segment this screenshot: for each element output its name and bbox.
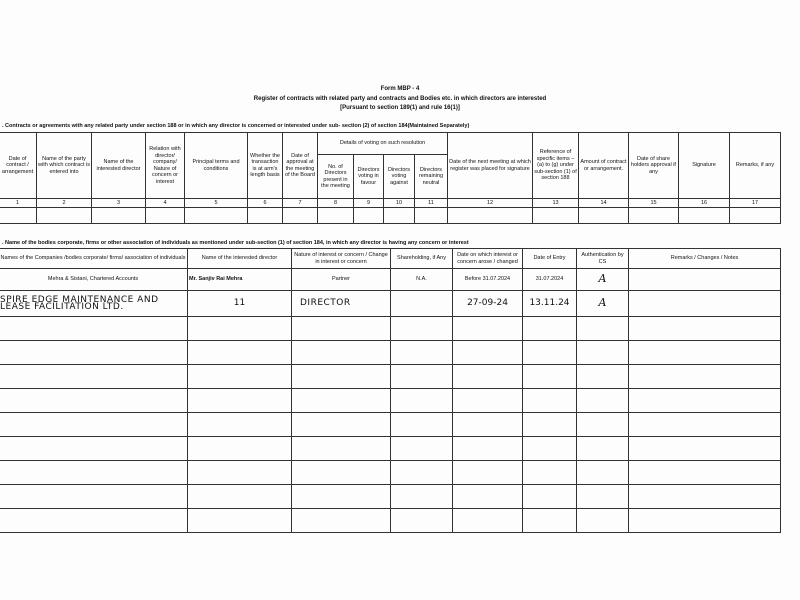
col-voting-favour: Directors voting in favour <box>354 155 384 199</box>
col-interested-director: Name of the interested director <box>188 249 292 269</box>
pursuant-note: [Pursuant to section 189(1) and rule 16(1)] <box>340 105 460 111</box>
col-signature: Signature <box>679 133 730 199</box>
bodies-corporate-table <box>0 248 781 533</box>
col-board-approval-date: Date of approval at the meeting of the Board <box>283 133 318 199</box>
date-of-entry: 31.07.2024 <box>523 269 577 291</box>
table-row <box>0 365 781 389</box>
table-row <box>0 341 781 365</box>
col-nature-of-interest: Nature of interest or concern / Change in interest or concern <box>292 249 391 269</box>
column-number: 7 <box>283 199 318 208</box>
column-number: 13 <box>533 199 579 208</box>
column-number: 12 <box>448 199 533 208</box>
col-date-of-contract: Date of contract / arrangement <box>0 133 37 199</box>
date-arose: Before 31.07.2024 <box>453 269 523 291</box>
table-row <box>0 269 781 291</box>
cs-signature: A <box>577 269 629 291</box>
column-number: 11 <box>415 199 448 208</box>
col-date-of-entry: Date of Entry <box>523 249 577 269</box>
col-date-arose: Date on which interest or concern arose / changed <box>453 249 523 269</box>
part2-heading: . Name of the bodies corporate, firms or other association of individuals as mentioned under sub-section (1) of section 184, in which any director is having any concern or interest <box>2 240 469 246</box>
col-relation: Relation with director/ company/ Nature of concern or interest <box>146 133 185 199</box>
director-name: 11 <box>188 291 292 317</box>
col-voting-against: Directors voting against <box>384 155 415 199</box>
form-number: Form MBP - 4 <box>380 86 420 92</box>
col-remaining-neutral: Directors remaining neutral <box>415 155 448 199</box>
column-number: 4 <box>146 199 185 208</box>
table-row <box>0 437 781 461</box>
table-row <box>0 509 781 533</box>
table-row <box>0 413 781 437</box>
column-number: 15 <box>629 199 679 208</box>
column-number: 1 <box>0 199 37 208</box>
col-next-meeting-date: Date of the next meeting at which register was placed for signature <box>448 133 533 199</box>
col-reference-items: Reference of specific items – (a) to (g) under sub-section (1) of section 188 <box>533 133 579 199</box>
remarks <box>629 269 781 291</box>
col-shareholder-approval: Date of share holders approval if any <box>629 133 679 199</box>
column-number: 6 <box>248 199 283 208</box>
table-row <box>0 317 781 341</box>
column-number: 10 <box>384 199 415 208</box>
col-directors-present: No. of Directors present in the meeting <box>318 155 354 199</box>
col-party-name: Name of the party with which contract is entered into <box>37 133 92 199</box>
table-row <box>0 389 781 413</box>
column-number: 3 <box>92 199 146 208</box>
column-number-row <box>0 199 781 208</box>
remarks <box>629 291 781 317</box>
shareholding <box>391 291 453 317</box>
col-remarks: Remarks / Changes / Notes <box>629 249 781 269</box>
cs-signature: A <box>577 291 629 317</box>
column-number: 5 <box>185 199 248 208</box>
nature-of-interest: Partner <box>292 269 391 291</box>
table-row <box>0 291 781 317</box>
date-of-entry: 13.11.24 <box>523 291 577 317</box>
col-company-name: Names of the Companies /bodies corporate/ firms/ association of individuals <box>0 249 188 269</box>
col-interested-director: Name of the interested director <box>92 133 146 199</box>
nature-of-interest: DIRECTOR <box>292 291 391 317</box>
col-shareholding: Shareholding, if Any <box>391 249 453 269</box>
date-arose: 27-09-24 <box>453 291 523 317</box>
column-number: 2 <box>37 199 92 208</box>
table-row <box>0 461 781 485</box>
column-number: 16 <box>679 199 730 208</box>
col-principal-terms: Principal terms and conditions <box>185 133 248 199</box>
col-voting-details: Details of voting on such resolution <box>318 133 448 155</box>
column-number: 17 <box>730 199 781 208</box>
column-number: 14 <box>579 199 629 208</box>
shareholding: N.A. <box>391 269 453 291</box>
col-authentication: Authentication by CS <box>577 249 629 269</box>
director-name: Mr. Sanjiv Rai Mehra <box>188 269 292 291</box>
col-amount: Amount of contract or arrangement. <box>579 133 629 199</box>
column-number: 9 <box>354 199 384 208</box>
col-remarks: Remarks, if any <box>730 133 781 199</box>
col-arms-length: Whether the transaction is at arm's length basis <box>248 133 283 199</box>
table-row <box>0 208 781 224</box>
register-title: Register of contracts with related party and contracts and Bodies etc. in which directors are interested <box>253 96 547 102</box>
part1-heading: . Contracts or agreements with any related party under section 188 or in which any director is concerned or interested under sub- section (2) of section 184(Maintained Separately) <box>2 123 470 129</box>
contracts-table <box>0 132 781 224</box>
table-row <box>0 485 781 509</box>
company-name: Mehra & Sistani, Chartered Accounts <box>0 269 188 291</box>
company-name: SPIRE EDGE MAINTENANCE AND LEASE FACILITATION LTD. <box>0 291 188 317</box>
column-number: 8 <box>318 199 354 208</box>
